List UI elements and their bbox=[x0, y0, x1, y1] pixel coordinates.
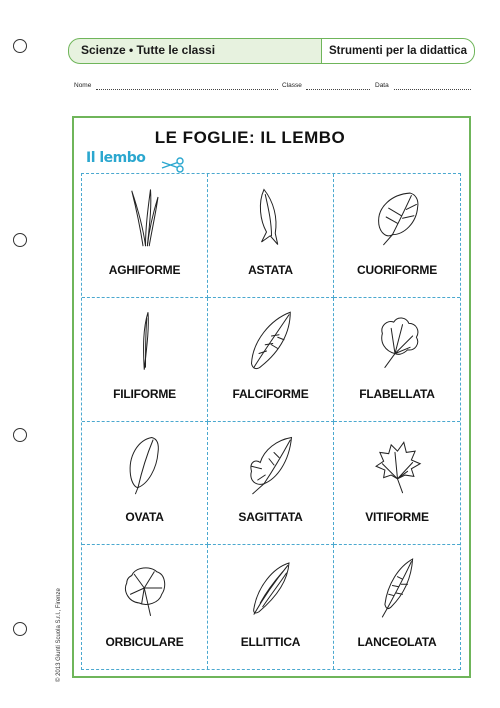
astata-leaf-icon bbox=[239, 180, 302, 254]
class-label: Classe bbox=[282, 82, 302, 89]
leaf-card bbox=[208, 545, 334, 669]
binder-hole bbox=[13, 233, 27, 247]
leaf-card bbox=[208, 298, 334, 422]
leaf-label: FLABELLATA bbox=[359, 386, 435, 401]
leaf-card bbox=[208, 422, 334, 546]
leaf-label: CUORIFORME bbox=[357, 262, 437, 277]
leaf-card bbox=[82, 545, 208, 669]
name-line[interactable] bbox=[96, 82, 278, 90]
leaf-label: AGHIFORME bbox=[108, 262, 181, 277]
leaf-card bbox=[208, 174, 334, 298]
leaf-label: FALCIFORME bbox=[232, 386, 309, 401]
name-label: Nome bbox=[74, 82, 92, 89]
leaf-card bbox=[334, 298, 460, 422]
vitiforme-leaf-icon bbox=[366, 428, 429, 502]
student-fields bbox=[74, 80, 472, 94]
leaf-label: SAGITTATA bbox=[238, 510, 303, 525]
binder-hole bbox=[13, 428, 27, 442]
header-bar bbox=[68, 38, 475, 64]
subject-label: Scienze • Tutte le classi bbox=[81, 43, 216, 57]
scissors-icon bbox=[160, 157, 186, 173]
worksheet-title: LE FOGLIE: IL LEMBO bbox=[154, 128, 346, 147]
series-label: Strumenti per la didattica bbox=[321, 39, 474, 63]
leaf-card bbox=[82, 174, 208, 298]
leaf-label: VITIFORME bbox=[365, 510, 429, 525]
leaf-label: ELLITTICA bbox=[240, 635, 301, 649]
leaf-card bbox=[334, 422, 460, 546]
leaf-label: ASTATA bbox=[248, 262, 293, 277]
cuoriforme-leaf-icon bbox=[366, 180, 429, 254]
leaf-label: ORBICULARE bbox=[105, 635, 184, 649]
falciforme-leaf-icon bbox=[239, 304, 302, 378]
copyright-notice: © 2013 Giunti Scuola S.r.l., Firenze bbox=[56, 588, 62, 682]
binder-hole bbox=[13, 622, 27, 636]
flabellata-leaf-icon bbox=[366, 304, 429, 378]
date-label: Data bbox=[375, 82, 389, 89]
leaf-card bbox=[334, 174, 460, 298]
section-title: Il lembo bbox=[86, 150, 146, 166]
ellittica-leaf-icon bbox=[239, 551, 302, 625]
sagittata-leaf-icon bbox=[239, 428, 302, 502]
date-line[interactable] bbox=[394, 82, 471, 90]
ovata-leaf-icon bbox=[113, 428, 176, 502]
leaf-card bbox=[82, 422, 208, 546]
orbiculare-leaf-icon bbox=[113, 551, 176, 625]
leaf-label: OVATA bbox=[125, 510, 164, 525]
class-line[interactable] bbox=[306, 82, 370, 90]
lanceolata-leaf-icon bbox=[366, 551, 429, 625]
leaf-label: FILIFORME bbox=[113, 386, 176, 401]
binder-hole bbox=[13, 39, 27, 53]
leaf-card bbox=[334, 545, 460, 669]
leaf-label: LANCEOLATA bbox=[357, 635, 437, 649]
leaf-card bbox=[82, 298, 208, 422]
aghiforme-leaf-icon bbox=[113, 180, 176, 254]
leaf-cards-grid bbox=[81, 173, 461, 670]
filiforme-leaf-icon bbox=[113, 304, 176, 378]
